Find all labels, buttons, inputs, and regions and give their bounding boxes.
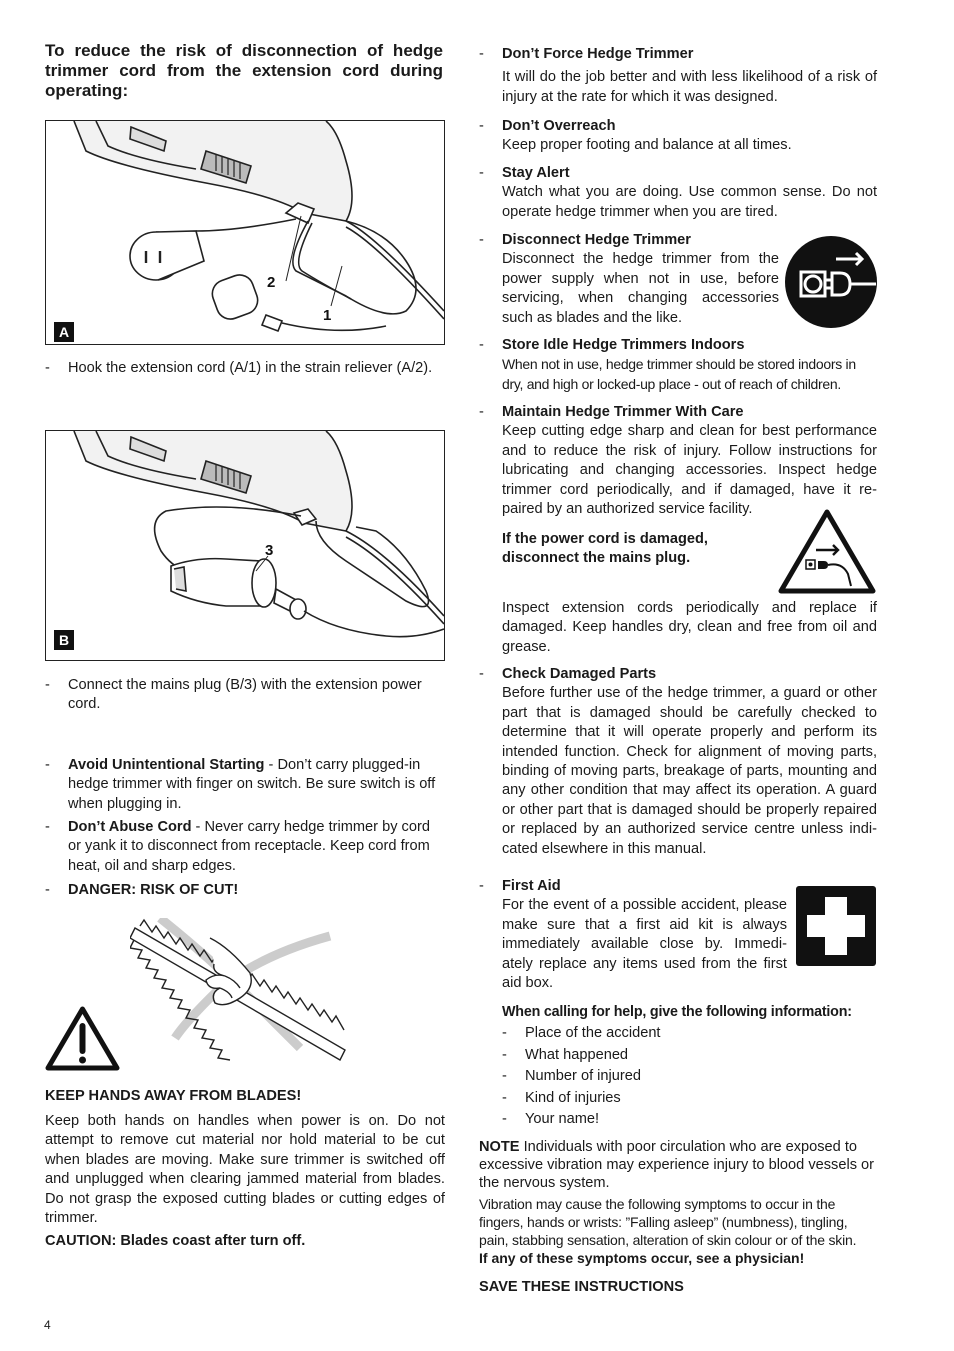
avoid-title: Avoid Unintentional Starting	[68, 757, 265, 773]
store-text: When not in use, hedge trimmer should be stored indoors in dry, and high or locked-up place - out of reach of children.	[502, 356, 856, 392]
check-title: Check Damaged Parts	[502, 666, 657, 682]
overreach-text: Keep proper footing and balance at all times.	[502, 137, 792, 154]
firstaid-text: For the event of a possible accident, please make sure that a first aid kit is always immediately available close by. Immedi-ately replace any items used from the first aid box.	[502, 897, 787, 992]
strain-reliever-illustration	[46, 121, 444, 344]
note-paragraph: NOTE Individuals with poor circulation who are exposed to excessive vibration may experience injury to blood vessels or the nervous system.	[479, 1139, 875, 1191]
abuse-title: Don’t Abuse Cord	[68, 819, 192, 835]
unplug-icon	[784, 235, 878, 329]
force-title: Don’t Force Hedge Trimmer	[502, 46, 694, 62]
blade-hand-illustration	[130, 918, 352, 1070]
warning-triangle-icon	[45, 1006, 120, 1071]
callout-3: 3	[265, 542, 274, 559]
damaged-cord-warning: If the power cord is damaged, disconnect the mains plug.	[502, 531, 708, 567]
keep-hands-heading: KEEP HANDS AWAY FROM BLADES!	[45, 1088, 302, 1104]
calling-heading: When calling for help, give the following information:	[502, 1004, 852, 1020]
figure-b	[45, 430, 445, 661]
page-number: 4	[44, 1318, 51, 1332]
firstaid-title: First Aid	[502, 878, 561, 894]
maintain-title: Maintain Hedge Trimmer With Care	[502, 404, 744, 420]
danger-warning: DANGER: RISK OF CUT!	[68, 882, 239, 898]
force-text: It will do the job better and with less likelihood of a risk of injury at the rate for which it was designed.	[502, 69, 877, 105]
disconnect-text: Disconnect the hedge trimmer from the power supply when not in use, before servicing, when changing accessories such as blades and the like.	[502, 251, 779, 326]
physician-warning: If any of these symptoms occur, see a physician!	[479, 1250, 805, 1266]
damaged-cord-warning-icon	[778, 508, 876, 594]
mains-plug-illustration	[46, 431, 444, 660]
callout-2: 2	[267, 274, 276, 291]
keep-hands-paragraph: Keep both hands on handles when power is on. Do not attempt to remove cut material nor hold material to be cut when blades are moving. Make sure trimmer is switched off and unplugged when clearing jammed material from blades. Do not grasp the exposed cutting blades or cutting edges of trimmer.	[45, 1113, 445, 1227]
inspect-paragraph: Inspect extension cords periodically and replace if damaged. Keep handles dry, clean and free from oil and grease.	[502, 600, 877, 655]
section-title: To reduce the risk of disconnection of hedge trimmer cord from the extension cord during operating:	[45, 41, 443, 100]
vibration-paragraph: Vibration may cause the following symptoms to occur in the fingers, hands or wrists: ”Falling asleep” (numbness), tingling, pain, stabbing sensation, alteration of skin colour or of the skin.	[479, 1196, 857, 1248]
note-label: NOTE	[479, 1139, 520, 1155]
save-instructions: SAVE THESE INSTRUCTIONS	[479, 1279, 684, 1295]
check-text: Before further use of the hedge trimmer, a guard or other part that is damaged should be carefully checked to determine that it will operate properly and perform its intended function. Check for alignment of moving parts, binding of moving parts, breakage of parts, mounting and any other condition that may affect its operation. A guard or other part that is damaged should be properly repaired or replaced by an authorized service centre unless indi-cated elsewhere in this manual.	[502, 685, 877, 857]
figure-label-b: B	[54, 630, 74, 650]
alert-title: Stay Alert	[502, 165, 570, 181]
figure-label-a: A	[54, 322, 74, 342]
alert-text: Watch what you are doing. Use common sense. Do not operate hedge trimmer when you are tired.	[502, 184, 877, 220]
maintain-text: Keep cutting edge sharp and clean for best performance and to reduce the risk of injury. Follow instructions for lubricating and changing accessories. Inspect hedge trimmer cord periodically, and if damaged, have it re-paired by an authorized service facility.	[502, 423, 877, 518]
disconnect-title: Disconnect Hedge Trimmer	[502, 232, 691, 248]
callout-1: 1	[323, 307, 332, 324]
store-title: Store Idle Hedge Trimmers Indoors	[502, 337, 745, 353]
overreach-title: Don’t Overreach	[502, 118, 616, 134]
first-aid-icon	[795, 885, 877, 967]
figure-a	[45, 120, 445, 345]
caution-text: CAUTION: Blades coast after turn off.	[45, 1233, 306, 1249]
